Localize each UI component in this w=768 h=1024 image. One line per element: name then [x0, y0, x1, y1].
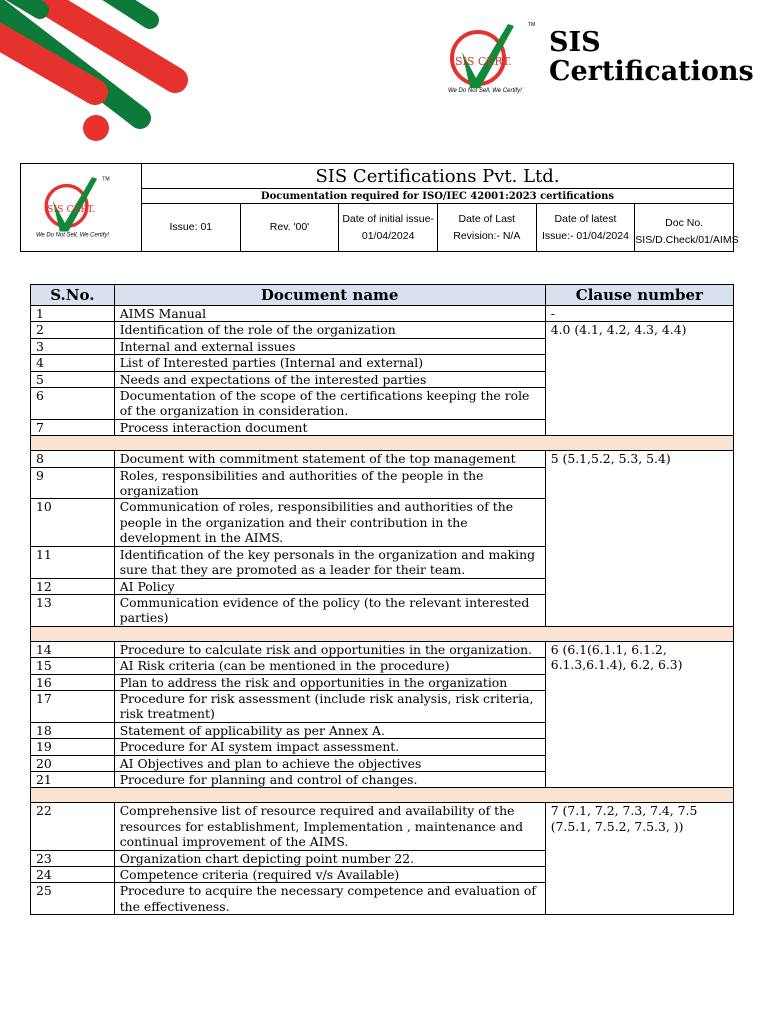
- clause-cell: 6 (6.1(6.1.1, 6.1.2, 6.1.3,6.1.4), 6.2, 6.3): [545, 641, 733, 788]
- svg-text:SIS CERT.: SIS CERT.: [47, 203, 96, 215]
- documents-table: [30, 284, 734, 915]
- brand-name: SIS Certifications: [549, 27, 754, 87]
- document-subtitle: Documentation required for ISO/IEC 42001:2023 certifications: [142, 189, 734, 204]
- table-row: 2 Identification of the role of the organization 4.0 (4.1, 4.2, 4.3, 4.4): [31, 322, 734, 338]
- table-row: 16 Plan to address the risk and opportunities in the organization: [31, 674, 734, 690]
- table-row: 6 Documentation of the scope of the certifications keeping the role of the organization in consideration.: [31, 388, 734, 420]
- initial-issue-date: Date of initial issue- 01/04/2024: [339, 204, 438, 252]
- issue-number: Issue: 01: [142, 204, 241, 252]
- svg-text:TM: TM: [102, 176, 110, 182]
- doc-number: Doc No. SIS/D.Check/01/AIMS: [635, 204, 734, 252]
- sis-cert-logo: [440, 18, 550, 98]
- header-logo-cell: [21, 164, 142, 252]
- last-revision-date: Date of Last Revision:- N/A: [437, 204, 536, 252]
- table-row: 10 Communication of roles, responsibilities and authorities of the people in the organization and their contribution in the development in the AIMS.: [31, 499, 734, 546]
- svg-text:TM: TM: [528, 22, 536, 28]
- clause-cell: 7 (7.1, 7.2, 7.3, 7.4, 7.5 (7.5.1, 7.5.2, 7.5.3, )): [545, 803, 733, 915]
- table-row: 8 Document with commitment statement of the top management 5 (5.1,5.2, 5.3, 5.4): [31, 451, 734, 467]
- table-row: 21 Procedure for planning and control of changes.: [31, 771, 734, 787]
- table-row: 12 AI Policy: [31, 578, 734, 594]
- table-row: 3 Internal and external issues: [31, 338, 734, 354]
- table-row: 9 Roles, responsibilities and authorities of the people in the organization: [31, 467, 734, 499]
- table-row: 5 Needs and expectations of the interested parties: [31, 371, 734, 387]
- latest-issue-date: Date of latest Issue:- 01/04/2024: [536, 204, 635, 252]
- table-row: 24 Competence criteria (required v/s Available): [31, 867, 734, 883]
- table-row: 19 Procedure for AI system impact assessment.: [31, 739, 734, 755]
- table-row: 13 Communication evidence of the policy (to the relevant interested parties): [31, 594, 734, 626]
- clause-cell: 5 (5.1,5.2, 5.3, 5.4): [545, 451, 733, 626]
- table-header-row: [31, 285, 734, 306]
- sis-cert-logo-small: [31, 172, 131, 240]
- table-row: 18 Statement of applicability as per Annex A.: [31, 722, 734, 738]
- table-row: 7 Process interaction document: [31, 419, 734, 435]
- svg-text:We Do Not Sell, We Certify!: We Do Not Sell, We Certify!: [35, 232, 109, 239]
- table-row: 15 AI Risk criteria (can be mentioned in the procedure): [31, 658, 734, 674]
- table-row: 11 Identification of the key personals in the organization and making sure that they are promoted as a leader for their team.: [31, 546, 734, 578]
- section-separator: [31, 626, 734, 641]
- clause-cell: 4.0 (4.1, 4.2, 4.3, 4.4): [545, 322, 733, 436]
- header-document-name: Document name: [114, 285, 545, 306]
- table-row: 14 Procedure to calculate risk and opportunities in the organization. 6 (6.1(6.1.1, 6.1.2, 6.1.3,6.1.4), 6.2, 6.3): [31, 641, 734, 657]
- document-header: [20, 163, 739, 252]
- header-sno: S.No.: [31, 285, 115, 306]
- table-row: 22 Comprehensive list of resource required and availability of the resources for establishment, Implementation , maintenance and continual improvement of the AIMS. 7 (7.1, 7.2, 7.3, 7.4, 7.5 (7.5.1, 7.5.2, 7.5.3, )): [31, 803, 734, 850]
- section-separator: [31, 436, 734, 451]
- company-name: SIS Certifications Pvt. Ltd.: [142, 164, 734, 189]
- logo-tagline: We Do Not Sell, We Certify!: [448, 88, 522, 94]
- table-row: 20 AI Objectives and plan to achieve the objectives: [31, 755, 734, 771]
- section-separator: [31, 788, 734, 803]
- decorative-stripes: [0, 0, 200, 150]
- table-row: 23 Organization chart depicting point number 22.: [31, 850, 734, 866]
- table-row: 1 AIMS Manual -: [31, 306, 734, 322]
- header-clause-number: Clause number: [545, 285, 733, 306]
- table-row: 4 List of Interested parties (Internal and external): [31, 355, 734, 371]
- table-row: 25 Procedure to acquire the necessary competence and evaluation of the effectiveness.: [31, 883, 734, 915]
- logo-text: SIS CERT.: [455, 55, 512, 68]
- table-row: 17 Procedure for risk assessment (include risk analysis, risk criteria, risk treatment): [31, 690, 734, 722]
- revision-number: Rev. '00': [240, 204, 339, 252]
